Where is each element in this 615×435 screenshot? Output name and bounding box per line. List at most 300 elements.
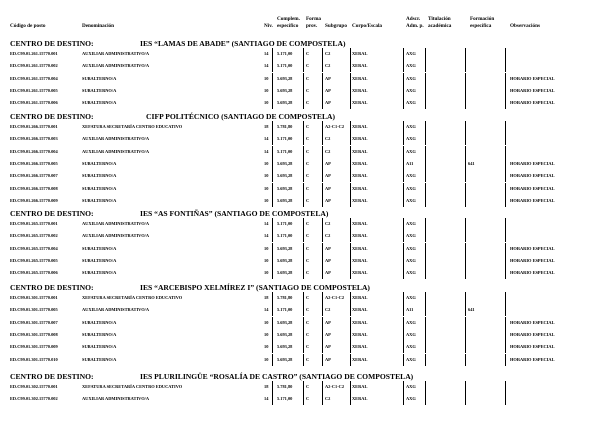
cell-corpo: XERAL: [352, 396, 368, 402]
column-divider: [322, 133, 323, 145]
header-forma: Forma: [306, 16, 321, 22]
centro-section: [10, 209, 610, 280]
cell-adscricion: AXG: [406, 148, 416, 154]
table-row: [10, 329, 610, 341]
column-divider: [505, 341, 506, 353]
header-adscr: Adscr.: [406, 16, 421, 22]
cell-nivel: 10: [264, 331, 269, 337]
cell-nivel: 10: [264, 197, 269, 203]
cell-subgrupo: AP: [325, 356, 331, 362]
cell-subgrupo: AP: [325, 173, 331, 179]
column-divider: [350, 354, 351, 366]
cell-subgrupo: C2: [325, 51, 331, 56]
cell-adscricion: AXG: [406, 270, 416, 276]
cell-corpo: XERAL: [352, 87, 368, 93]
cell-forma: C: [306, 295, 310, 300]
cell-nivel: 14: [264, 221, 269, 226]
cell-subgrupo: C2: [325, 307, 331, 313]
cell-subgrupo: AP: [325, 245, 331, 251]
cell-complemento: 5.693,28: [277, 356, 293, 362]
column-divider: [425, 218, 426, 230]
cell-complemento: 5.781,80: [277, 124, 293, 129]
cell-forma: C: [306, 100, 310, 106]
cell-denominacion: AUXILIAR ADMINISTRATIVO/A: [82, 148, 150, 154]
cell-complemento: 5.171,00: [277, 63, 293, 69]
cell-adscricion: AXG: [406, 331, 416, 337]
cell-complemento: 5.693,28: [277, 173, 293, 179]
cell-nivel: 10: [264, 87, 269, 93]
column-divider: [465, 292, 466, 304]
column-divider: [403, 85, 404, 97]
column-divider: [403, 381, 404, 393]
column-divider: [303, 183, 304, 195]
cell-denominacion: XEFATURA SECRETARÍA CENTRO EDUCATIVO: [82, 384, 183, 389]
column-divider: [505, 48, 506, 60]
column-divider: [322, 146, 323, 158]
column-divider: [303, 243, 304, 255]
cell-codigo: ED.C99.01.302.15770.002: [10, 396, 58, 402]
cell-subgrupo: C2: [325, 136, 331, 142]
column-divider: [350, 393, 351, 405]
header-formacion-especifica: específica: [470, 23, 492, 29]
column-divider: [322, 354, 323, 366]
table-row: [10, 183, 610, 195]
column-divider: [425, 97, 426, 109]
centro-section: [10, 283, 610, 366]
cell-corpo: XERAL: [352, 257, 368, 263]
cell-formacion: 641: [468, 307, 475, 313]
cell-adscricion: AXG: [406, 396, 416, 402]
column-divider: [272, 243, 273, 255]
header-observacions: Observacións: [510, 23, 540, 29]
column-divider: [403, 73, 404, 85]
cell-observacions: HORARIO ESPECIAL: [510, 75, 555, 81]
cell-nivel: 14: [264, 136, 269, 142]
column-divider: [322, 48, 323, 60]
centro-name: IES PLURILINGÜE “ROSALÍA DE CASTRO” (SANTIAGO DE COMPOSTELA): [140, 372, 414, 381]
column-divider: [403, 393, 404, 405]
centro-name: IES “LAMAS DE ABADE” (SANTIAGO DE COMPOSTELA): [140, 39, 346, 48]
table-row: [10, 73, 610, 85]
cell-forma: C: [306, 356, 310, 362]
column-divider: [350, 73, 351, 85]
header-complem: Complem.: [277, 16, 300, 22]
cell-codigo: ED.C99.01.261.15770.004: [10, 75, 58, 81]
cell-corpo: XERAL: [352, 124, 368, 129]
cell-complemento: 5.693,28: [277, 87, 293, 93]
table-row: [10, 341, 610, 353]
cell-codigo: ED.C99.01.266.15770.009: [10, 197, 58, 203]
cell-denominacion: SUBALTERNO/A: [82, 344, 117, 350]
cell-observacions: HORARIO ESPECIAL: [510, 185, 555, 191]
column-divider: [425, 183, 426, 195]
cell-corpo: XERAL: [352, 148, 368, 154]
column-divider: [272, 97, 273, 109]
column-divider: [465, 146, 466, 158]
column-divider: [272, 195, 273, 207]
cell-forma: C: [306, 185, 310, 191]
column-divider: [322, 304, 323, 316]
centro-label: CENTRO DE DESTINO:: [10, 283, 94, 292]
cell-denominacion: SUBALTERNO/A: [82, 87, 117, 93]
table-row: [10, 354, 610, 366]
centro-section: [10, 112, 610, 207]
cell-denominacion: SUBALTERNO/A: [82, 197, 117, 203]
column-divider: [350, 267, 351, 279]
cell-codigo: ED.C99.01.265.15770.004: [10, 245, 58, 251]
column-divider: [350, 317, 351, 329]
column-divider: [505, 146, 506, 158]
column-divider: [425, 317, 426, 329]
column-divider: [303, 255, 304, 267]
table-row: [10, 267, 610, 279]
column-divider: [425, 304, 426, 316]
cell-complemento: 5.781,80: [277, 295, 293, 300]
column-divider: [303, 146, 304, 158]
column-divider: [425, 121, 426, 133]
column-divider: [465, 243, 466, 255]
column-divider: [272, 158, 273, 170]
column-divider: [303, 341, 304, 353]
cell-observacions: HORARIO ESPECIAL: [510, 197, 555, 203]
column-divider: [425, 329, 426, 341]
column-divider: [322, 73, 323, 85]
column-divider: [425, 381, 426, 393]
cell-corpo: XERAL: [352, 173, 368, 179]
cell-forma: C: [306, 148, 310, 154]
cell-denominacion: SUBALTERNO/A: [82, 270, 117, 276]
cell-complemento: 5.171,00: [277, 396, 293, 402]
header-corpo: Corpo/Escala: [352, 23, 382, 29]
cell-nivel: 18: [264, 295, 269, 300]
cell-forma: C: [306, 221, 310, 226]
cell-corpo: XERAL: [352, 245, 368, 251]
column-divider: [465, 48, 466, 60]
cell-adscricion: AXG: [406, 173, 416, 179]
column-divider: [350, 146, 351, 158]
column-divider: [505, 85, 506, 97]
column-divider: [403, 304, 404, 316]
column-divider: [350, 170, 351, 182]
column-divider: [350, 230, 351, 242]
column-divider: [425, 146, 426, 158]
column-divider: [272, 304, 273, 316]
cell-adscricion: AXG: [406, 75, 416, 81]
cell-denominacion: AUXILIAR ADMINISTRATIVO/A: [82, 221, 150, 226]
cell-complemento: 5.171,00: [277, 233, 293, 239]
cell-corpo: XERAL: [352, 356, 368, 362]
cell-corpo: XERAL: [352, 331, 368, 337]
column-divider: [322, 183, 323, 195]
column-divider: [505, 317, 506, 329]
cell-observacions: HORARIO ESPECIAL: [510, 173, 555, 179]
column-divider: [322, 170, 323, 182]
cell-complemento: 5.693,28: [277, 319, 293, 325]
cell-nivel: 10: [264, 100, 269, 106]
column-divider: [465, 354, 466, 366]
centro-label: CENTRO DE DESTINO:: [10, 39, 94, 48]
column-divider: [465, 304, 466, 316]
cell-codigo: ED.C99.01.301.15770.005: [10, 307, 58, 313]
cell-complemento: 5.171,00: [277, 51, 293, 56]
cell-adscricion: AXG: [406, 87, 416, 93]
column-divider: [322, 121, 323, 133]
cell-forma: C: [306, 87, 310, 93]
header-especifico: específico: [277, 23, 299, 29]
cell-denominacion: SUBALTERNO/A: [82, 319, 117, 325]
centro-name: IES “ARCEBISPO XELMÍREZ I” (SANTIAGO DE COMPOSTELA): [140, 283, 370, 292]
cell-adscricion: AXG: [406, 356, 416, 362]
column-divider: [350, 381, 351, 393]
column-divider: [505, 158, 506, 170]
cell-adscricion: AXG: [406, 233, 416, 239]
cell-complemento: 5.693,28: [277, 197, 293, 203]
column-divider: [465, 85, 466, 97]
header-nivel: Niv.: [264, 23, 273, 29]
cell-forma: C: [306, 124, 310, 129]
cell-observacions: HORARIO ESPECIAL: [510, 87, 555, 93]
cell-codigo: ED.C99.01.301.15770.007: [10, 319, 58, 325]
column-divider: [303, 329, 304, 341]
column-divider: [505, 195, 506, 207]
column-divider: [465, 267, 466, 279]
cell-corpo: XERAL: [352, 51, 368, 56]
table-row: [10, 48, 610, 60]
column-divider: [272, 255, 273, 267]
column-divider: [272, 73, 273, 85]
column-divider: [505, 267, 506, 279]
column-divider: [303, 121, 304, 133]
cell-denominacion: SUBALTERNO/A: [82, 185, 117, 191]
cell-subgrupo: C2: [325, 396, 331, 402]
cell-subgrupo: AP: [325, 185, 331, 191]
table-row: [10, 243, 610, 255]
cell-forma: C: [306, 136, 310, 142]
cell-nivel: 10: [264, 75, 269, 81]
table-row: [10, 133, 610, 145]
column-divider: [465, 133, 466, 145]
column-divider: [272, 60, 273, 72]
column-divider: [465, 341, 466, 353]
cell-denominacion: XEFATURA SECRETARÍA CENTRO EDUCATIVO: [82, 295, 183, 300]
column-divider: [322, 341, 323, 353]
cell-nivel: 14: [264, 63, 269, 69]
cell-adscricion: AXG: [406, 221, 416, 226]
header-codigo: Código de posto: [10, 23, 46, 29]
header-denominacion: Denominación: [82, 23, 114, 29]
column-divider: [465, 183, 466, 195]
column-divider: [403, 170, 404, 182]
column-divider: [272, 48, 273, 60]
cell-denominacion: SUBALTERNO/A: [82, 75, 117, 81]
cell-subgrupo: AP: [325, 75, 331, 81]
column-divider: [505, 121, 506, 133]
cell-complemento: 5.171,00: [277, 148, 293, 154]
cell-complemento: 5.693,28: [277, 185, 293, 191]
cell-denominacion: AUXILIAR ADMINISTRATIVO/A: [82, 51, 150, 56]
table-row: [10, 393, 610, 405]
column-divider: [272, 85, 273, 97]
cell-denominacion: SUBALTERNO/A: [82, 160, 117, 166]
cell-nivel: 10: [264, 185, 269, 191]
cell-subgrupo: AP: [325, 319, 331, 325]
cell-subgrupo: AP: [325, 87, 331, 93]
cell-observacions: HORARIO ESPECIAL: [510, 245, 555, 251]
cell-nivel: 14: [264, 148, 269, 154]
column-divider: [303, 170, 304, 182]
column-divider: [272, 133, 273, 145]
cell-nivel: 10: [264, 356, 269, 362]
column-divider: [303, 133, 304, 145]
column-divider: [425, 230, 426, 242]
column-divider: [425, 341, 426, 353]
cell-codigo: ED.C99.01.261.15770.002: [10, 63, 58, 69]
cell-subgrupo: AP: [325, 331, 331, 337]
cell-adscricion: AXG: [406, 100, 416, 106]
column-divider: [403, 329, 404, 341]
column-divider: [272, 393, 273, 405]
column-divider: [505, 381, 506, 393]
table-row: [10, 146, 610, 158]
column-divider: [272, 381, 273, 393]
column-divider: [465, 121, 466, 133]
cell-corpo: XERAL: [352, 344, 368, 350]
cell-subgrupo: AP: [325, 100, 331, 106]
column-divider: [322, 230, 323, 242]
cell-adscricion: AXG: [406, 257, 416, 263]
header-academica: académica: [428, 23, 452, 29]
cell-observacions: HORARIO ESPECIAL: [510, 356, 555, 362]
cell-corpo: XERAL: [352, 221, 368, 226]
column-divider: [403, 341, 404, 353]
cell-codigo: ED.C99.01.266.15770.003: [10, 136, 58, 142]
column-divider: [403, 183, 404, 195]
column-divider: [350, 121, 351, 133]
column-divider: [322, 255, 323, 267]
cell-forma: C: [306, 384, 310, 389]
column-divider: [322, 85, 323, 97]
column-divider: [350, 243, 351, 255]
cell-subgrupo: AP: [325, 270, 331, 276]
column-divider: [403, 267, 404, 279]
table-row: [10, 170, 610, 182]
cell-forma: C: [306, 331, 310, 337]
cell-nivel: 14: [264, 307, 269, 313]
column-divider: [425, 85, 426, 97]
cell-denominacion: SUBALTERNO/A: [82, 356, 117, 362]
column-divider: [303, 218, 304, 230]
column-divider: [322, 218, 323, 230]
column-divider: [425, 158, 426, 170]
column-divider: [303, 304, 304, 316]
column-divider: [322, 158, 323, 170]
cell-denominacion: SUBALTERNO/A: [82, 100, 117, 106]
column-divider: [465, 170, 466, 182]
cell-codigo: ED.C99.01.261.15770.006: [10, 100, 58, 106]
cell-adscricion: AXG: [406, 245, 416, 251]
column-divider: [465, 230, 466, 242]
column-divider: [505, 243, 506, 255]
cell-adscricion: A11: [406, 160, 414, 166]
column-divider: [403, 354, 404, 366]
cell-nivel: 10: [264, 160, 269, 166]
cell-adscricion: AXG: [406, 136, 416, 142]
column-divider: [403, 218, 404, 230]
cell-adscricion: AXG: [406, 295, 416, 300]
cell-observacions: HORARIO ESPECIAL: [510, 257, 555, 263]
cell-adscricion: AXG: [406, 51, 416, 56]
table-row: [10, 230, 610, 242]
cell-subgrupo: A2-C1-C2: [325, 384, 345, 389]
column-divider: [322, 393, 323, 405]
cell-forma: C: [306, 270, 310, 276]
centro-label: CENTRO DE DESTINO:: [10, 372, 94, 381]
cell-forma: C: [306, 307, 310, 313]
column-divider: [303, 48, 304, 60]
column-divider: [322, 195, 323, 207]
column-divider: [425, 393, 426, 405]
cell-forma: C: [306, 245, 310, 251]
column-divider: [350, 292, 351, 304]
column-divider: [505, 329, 506, 341]
cell-codigo: ED.C99.01.265.15770.006: [10, 270, 58, 276]
column-divider: [303, 230, 304, 242]
cell-adscricion: AXG: [406, 319, 416, 325]
column-divider: [272, 218, 273, 230]
table-row: [10, 317, 610, 329]
cell-nivel: 10: [264, 344, 269, 350]
cell-observacions: HORARIO ESPECIAL: [510, 344, 555, 350]
column-divider: [303, 97, 304, 109]
column-divider: [350, 158, 351, 170]
column-divider: [403, 133, 404, 145]
table-header: [0, 0, 615, 34]
cell-complemento: 5.693,28: [277, 257, 293, 263]
cell-forma: C: [306, 51, 310, 56]
table-row: [10, 218, 610, 230]
cell-codigo: ED.C99.01.266.15770.004: [10, 148, 58, 154]
cell-formacion: 641: [468, 160, 475, 166]
cell-complemento: 5.693,28: [277, 75, 293, 81]
cell-corpo: XERAL: [352, 319, 368, 325]
column-divider: [505, 218, 506, 230]
cell-corpo: XERAL: [352, 270, 368, 276]
cell-forma: C: [306, 197, 310, 203]
cell-codigo: ED.C99.01.266.15770.008: [10, 185, 58, 191]
column-divider: [505, 354, 506, 366]
column-divider: [465, 317, 466, 329]
cell-corpo: XERAL: [352, 197, 368, 203]
cell-subgrupo: C2: [325, 221, 331, 226]
column-divider: [425, 133, 426, 145]
cell-denominacion: AUXILIAR ADMINISTRATIVO/A: [82, 307, 150, 313]
column-divider: [403, 255, 404, 267]
cell-codigo: ED.C99.01.301.15770.008: [10, 331, 58, 337]
cell-subgrupo: A2-C1-C2: [325, 295, 345, 300]
cell-codigo: ED.C99.01.302.15770.001: [10, 384, 58, 389]
column-divider: [425, 170, 426, 182]
column-divider: [350, 195, 351, 207]
cell-corpo: XERAL: [352, 136, 368, 142]
cell-codigo: ED.C99.01.265.15770.005: [10, 257, 58, 263]
cell-observacions: HORARIO ESPECIAL: [510, 270, 555, 276]
column-divider: [425, 292, 426, 304]
table-row: [10, 85, 610, 97]
centro-section: [10, 372, 610, 406]
cell-corpo: XERAL: [352, 100, 368, 106]
column-divider: [465, 381, 466, 393]
cell-nivel: 10: [264, 173, 269, 179]
